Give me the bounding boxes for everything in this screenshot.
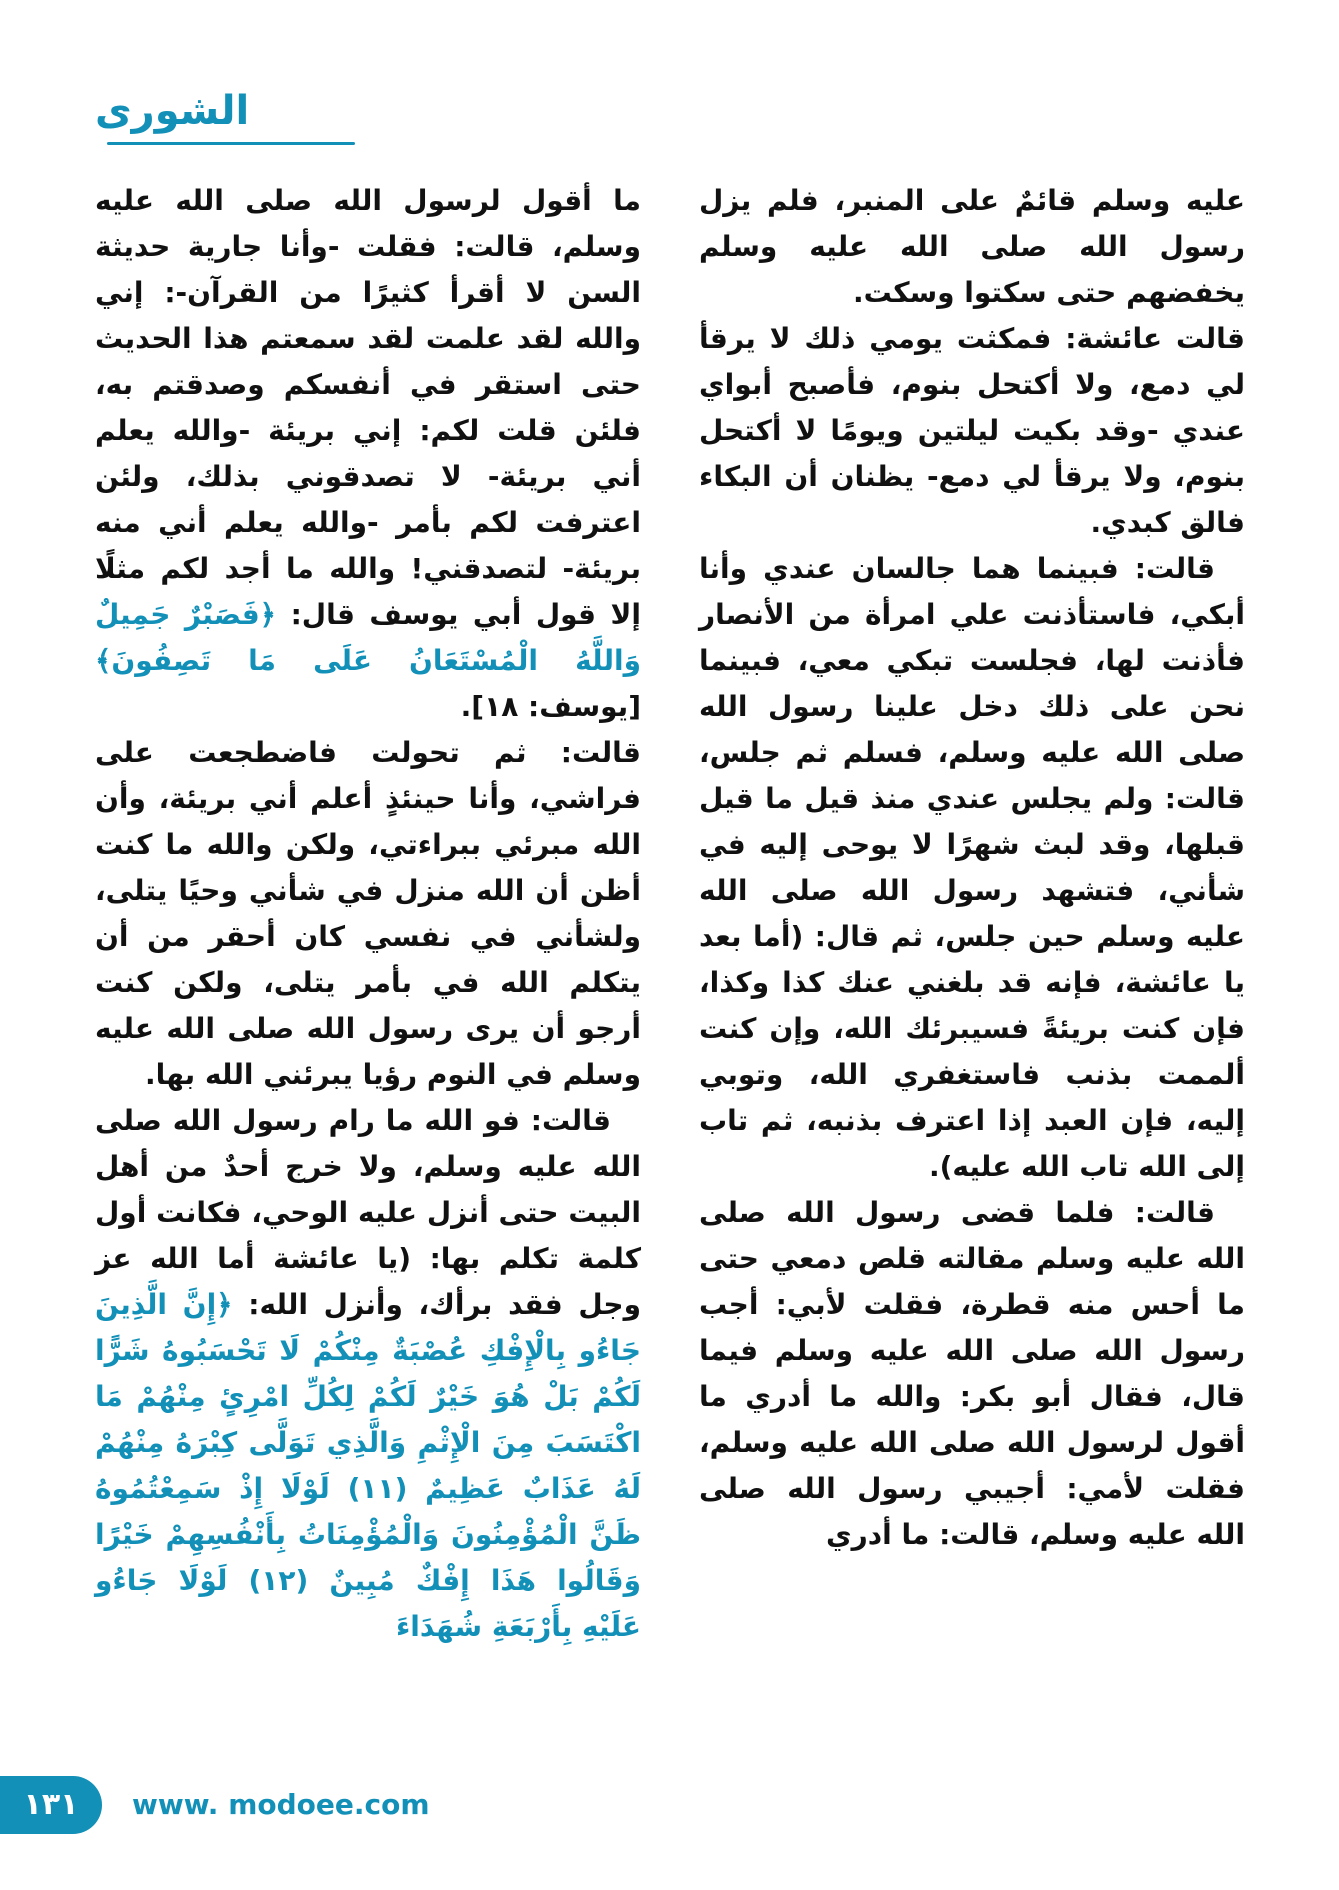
paragraph (699, 546, 1245, 1190)
paragraph (699, 178, 1245, 316)
body-text: قالت: فلما قضى رسول الله صلى الله عليه وسلم مقالته قلص دمعي حتى ما أحس منه قطرة، فقلت لأبي: أجب رسول الله صلى الله عليه وسلم فيما قال، فقال أبو بكر: والله ما أدري ما أقول لرسول الله صلى الله عليه وسلم، فقلت لأمي: أجيبي رسول الله صلى الله عليه وسلم، قالت: ما أدري (699, 1196, 1245, 1551)
text-columns (94, 178, 1245, 1650)
header-rule (107, 142, 355, 145)
column-right (699, 178, 1245, 1650)
paragraph (699, 316, 1245, 546)
column-left (95, 178, 641, 1650)
verse-reference: [يوسف: ١٨]. (460, 690, 641, 723)
quran-verse: ﴿فَصَبْرٌ جَمِيلٌ وَاللَّهُ الْمُسْتَعَانُ عَلَى مَا تَصِفُونَ﴾ (95, 598, 641, 677)
page-number-badge (0, 1776, 102, 1834)
body-text: ما أقول لرسول الله صلى الله عليه وسلم، قالت: فقلت -وأنا جارية حديثة السن لا أقرأ كثيرًا من القرآن-: إني والله لقد علمت لقد سمعتم هذا الحديث حتى استقر في أنفسكم وصدقتم به، فلئن قلت لكم: إني بريئة -والله يعلم أني بريئة- لا تصدقوني بذلك، ولئن اعترفت لكم بأمر -والله يعلم أني منه بريئة- لتصدقني! والله ما أجد لكم مثلًا إلا قول أبي يوسف قال: (95, 184, 641, 631)
page-header (95, 88, 355, 145)
paragraph (95, 178, 641, 730)
surah-title: الشورى (95, 88, 250, 134)
quran-verse: ﴿إِنَّ الَّذِينَ جَاءُو بِالْإِفْكِ عُصْبَةٌ مِنْكُمْ لَا تَحْسَبُوهُ شَرًّا لَكُمْ بَلْ هُوَ خَيْرٌ لَكُمْ لِكُلِّ امْرِئٍ مِنْهُمْ مَا اكْتَسَبَ مِنَ الْإِثْمِ وَالَّذِي تَوَلَّى كِبْرَهُ مِنْهُمْ لَهُ عَذَابٌ عَظِيمٌ (١١) لَوْلَا إِذْ سَمِعْتُمُوهُ ظَنَّ الْمُؤْمِنُونَ وَالْمُؤْمِنَاتُ بِأَنْفُسِهِمْ خَيْرًا وَقَالُوا هَذَا إِفْكٌ مُبِينٌ (١٢) لَوْلَا جَاءُو عَلَيْهِ بِأَرْبَعَةِ شُهَدَاءَ (95, 1288, 642, 1643)
website-link[interactable]: www. modoee.com (132, 1788, 430, 1821)
body-text: قالت: ثم تحولت فاضطجعت على فراشي، وأنا حينئذٍ أعلم أني بريئة، وأن الله مبرئي ببراءتي، ولكن والله ما كنت أظن أن الله منزل في شأني وحيًا يتلى، ولشأني في نفسي كان أحقر من أن يتكلم الله في بأمر يتلى، ولكن كنت أرجو أن يرى رسول الله صلى الله عليه وسلم في النوم رؤيا يبرئني الله بها. (95, 736, 641, 1091)
page-footer (0, 1776, 1339, 1834)
body-text: قالت: فبينما هما جالسان عندي وأنا أبكي، فاستأذنت علي امرأة من الأنصار فأذنت لها، فجلست تبكي معي، فبينما نحن على ذلك دخل علينا رسول الله صلى الله عليه وسلم، فسلم ثم جلس، قالت: ولم يجلس عندي منذ قيل ما قيل قبلها، وقد لبث شهرًا لا يوحى إليه في شأني، فتشهد رسول الله صلى الله عليه وسلم حين جلس، ثم قال: (أما بعد يا عائشة، فإنه قد بلغني عنك كذا وكذا، فإن كنت بريئةً فسيبرئك الله، وإن كنت ألممت بذنب فاستغفري الله، وتوبي إليه، فإن العبد إذا اعترف بذنبه، ثم تاب إلى الله تاب الله عليه). (699, 552, 1245, 1183)
paragraph (95, 730, 641, 1098)
body-text: قالت عائشة: فمكثت يومي ذلك لا يرقأ لي دمع، ولا أكتحل بنوم، فأصبح أبواي عندي -وقد بكيت ليلتين ويومًا لا أكتحل بنوم، ولا يرقأ لي دمع- يظنان أن البكاء فالق كبدي. (699, 322, 1245, 539)
page-number: ١٣١ (23, 1787, 79, 1822)
paragraph (95, 1098, 641, 1650)
body-text: قالت: فو الله ما رام رسول الله صلى الله عليه وسلم، ولا خرج أحدٌ من أهل البيت حتى أنزل عليه الوحي، فكانت أول كلمة تكلم بها: (يا عائشة أما الله عز وجل فقد برأك، وأنزل الله: (95, 1104, 641, 1321)
paragraph (699, 1190, 1245, 1558)
body-text: عليه وسلم قائمٌ على المنبر، فلم يزل رسول الله صلى الله عليه وسلم يخفضهم حتى سكتوا وسكت. (699, 184, 1245, 309)
